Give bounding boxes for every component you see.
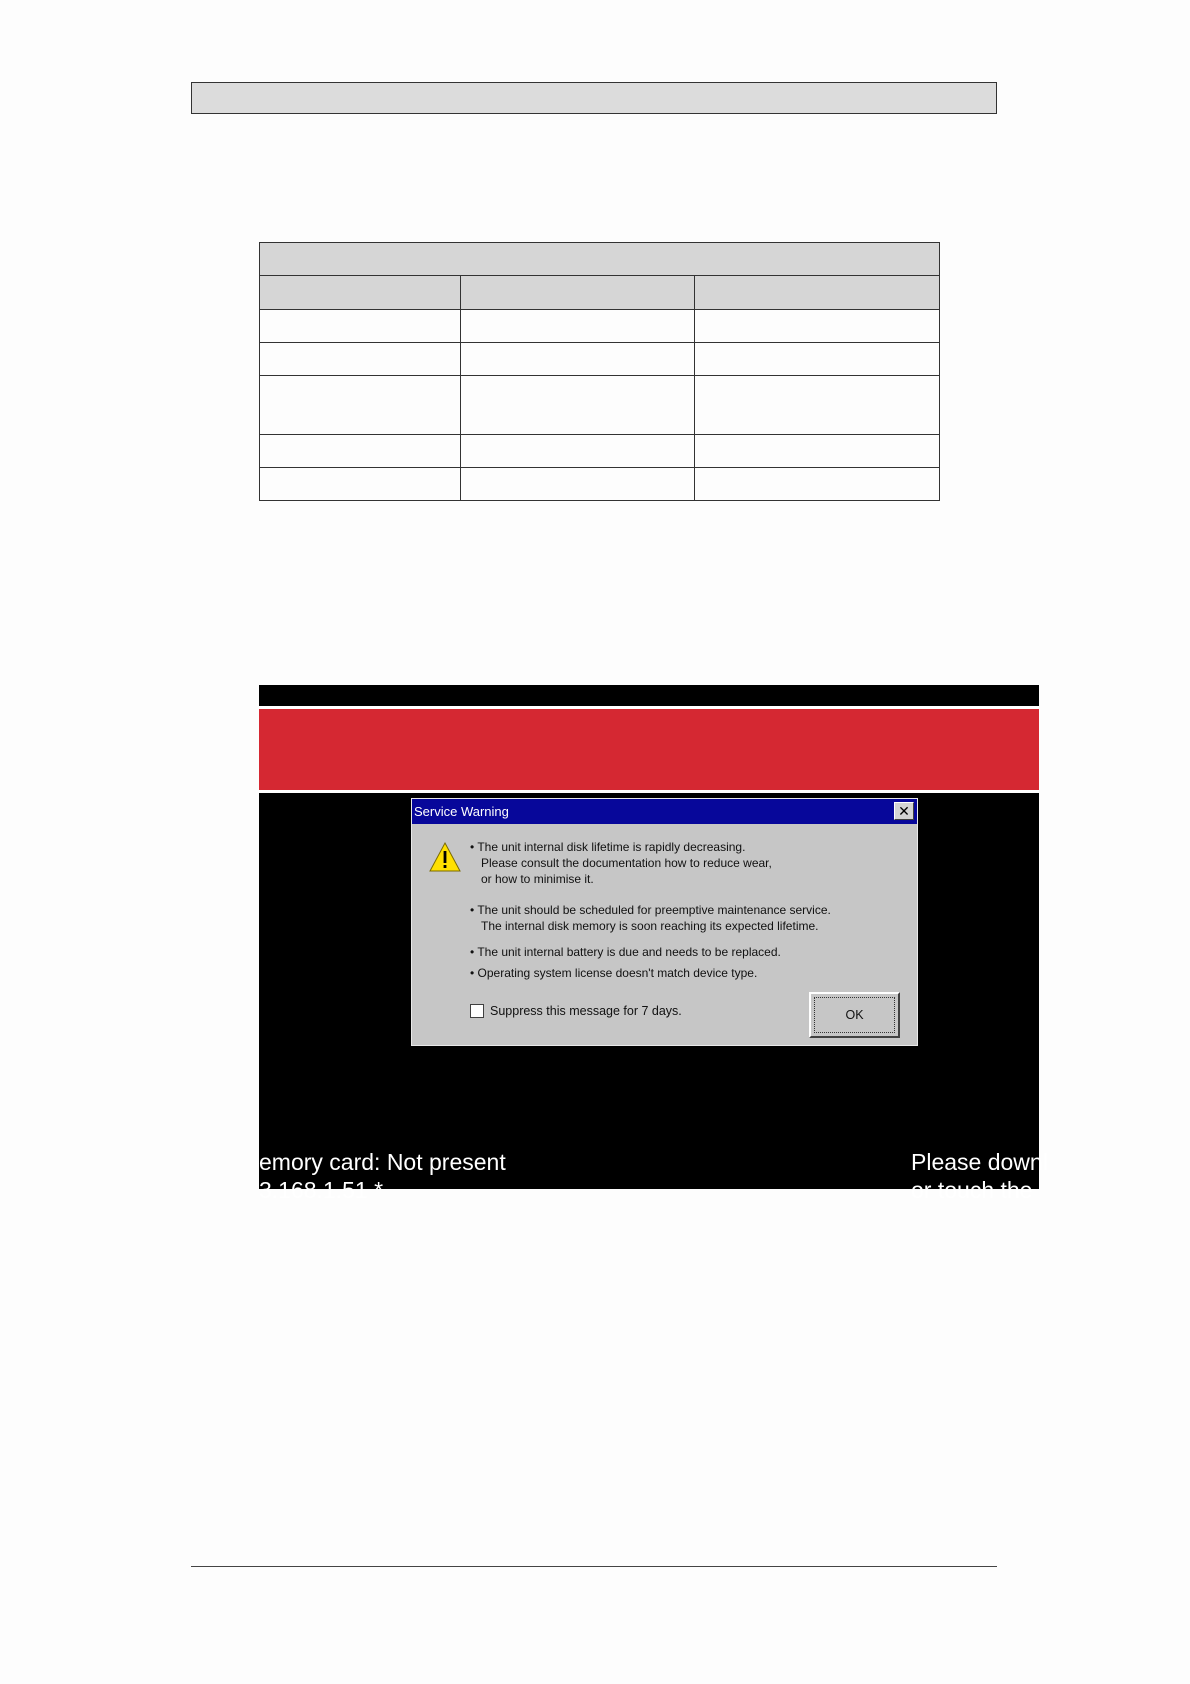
- message-line: or how to minimise it.: [481, 872, 594, 886]
- message-line: • Operating system license doesn't match device type.: [470, 966, 758, 980]
- warning-icon: [428, 841, 462, 873]
- device-screenshot: [259, 685, 1048, 1203]
- table-row: [260, 310, 940, 343]
- spec-table: [259, 242, 940, 501]
- table-header-cell: [260, 276, 461, 310]
- message-line: The internal disk memory is soon reaching its expected lifetime.: [481, 919, 819, 933]
- suppress-option[interactable]: [470, 1004, 682, 1018]
- download-instruction: Please downl: [911, 1149, 1048, 1175]
- table-title-cell: [260, 243, 940, 276]
- close-button[interactable]: [894, 802, 914, 820]
- table-row: [260, 435, 940, 468]
- dialog-titlebar: [412, 799, 917, 824]
- red-banner: [259, 706, 1039, 793]
- document-header-bar: [191, 82, 997, 114]
- table-row: [260, 376, 940, 435]
- message-line: • The unit internal disk lifetime is rapidly decreasing.: [470, 840, 746, 854]
- footer-divider: [191, 1566, 997, 1567]
- dialog-title: Service Warning: [414, 804, 509, 819]
- touch-instruction: or touch the: [911, 1177, 1033, 1203]
- suppress-checkbox[interactable]: [470, 1004, 484, 1018]
- table-row: [260, 343, 940, 376]
- message-battery: [470, 944, 781, 960]
- close-icon: ✕: [898, 803, 910, 819]
- message-disk-lifetime: [470, 839, 772, 887]
- message-line: Please consult the documentation how to reduce wear,: [481, 856, 772, 870]
- table-header-cell: [461, 276, 695, 310]
- message-line: • The unit should be scheduled for preemptive maintenance service.: [470, 903, 831, 917]
- ok-button[interactable]: OK: [809, 992, 900, 1038]
- memory-card-status: emory card: Not present: [259, 1149, 506, 1175]
- message-maintenance: [470, 902, 831, 934]
- table-row: [260, 468, 940, 501]
- table-header-cell: [695, 276, 940, 310]
- service-warning-dialog: [411, 798, 918, 1046]
- ip-address-status: 3.168.1.51 *: [259, 1177, 384, 1203]
- message-line: • The unit internal battery is due and needs to be replaced.: [470, 945, 781, 959]
- suppress-label: Suppress this message for 7 days.: [490, 1004, 682, 1018]
- message-license: [470, 965, 757, 981]
